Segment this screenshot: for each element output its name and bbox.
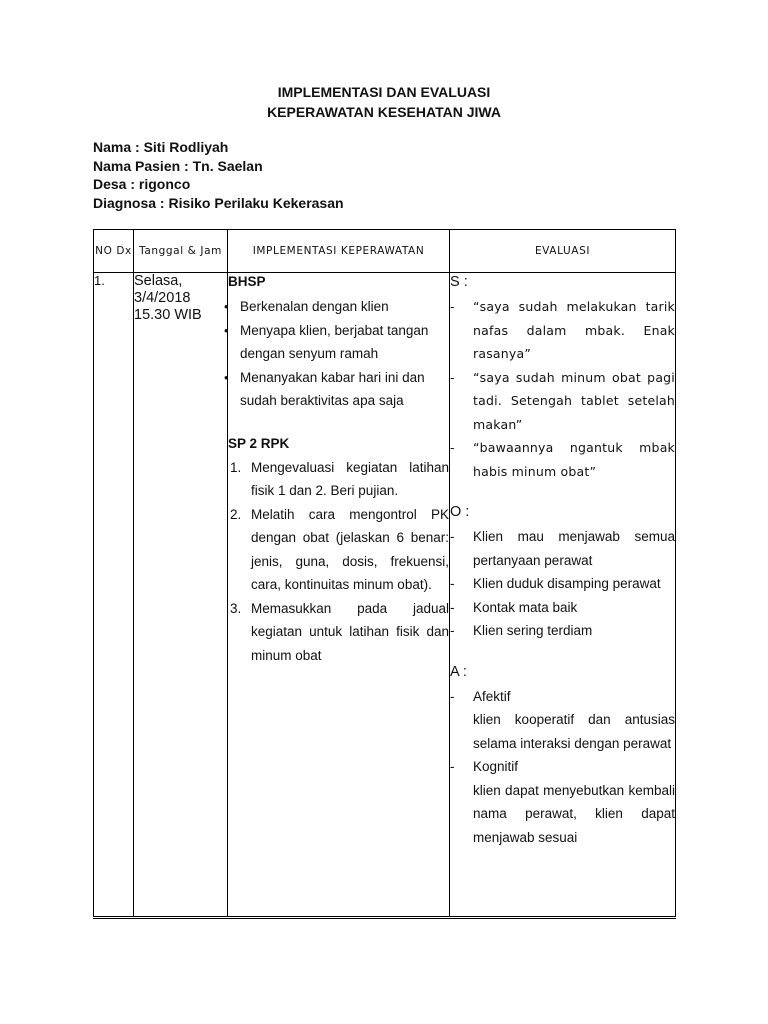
assessment-text: klien kooperatif dan antusias selama interaksi dengan perawat <box>473 712 675 751</box>
list-item: - “saya sudah minum obat pagi tadi. Setengah tablet setelah makan” <box>450 366 675 437</box>
header-no-dx: NO Dx <box>94 230 134 273</box>
patient-info <box>93 138 344 212</box>
subjective-label: S : <box>450 274 468 290</box>
header-implementation: IMPLEMENTASI KEPERAWATAN <box>228 230 450 273</box>
document-subtitle: KEPERAWATAN KESEHATAN JIWA <box>267 104 501 120</box>
evaluation-cell <box>450 273 676 918</box>
list-item: • Berkenalan dengan klien <box>228 295 449 319</box>
implementation-cell <box>228 273 450 918</box>
list-item <box>450 685 675 756</box>
row-date <box>134 273 228 918</box>
sp-list <box>228 456 449 668</box>
date-time: 15.30 WIB <box>134 307 202 323</box>
table-row <box>94 273 676 918</box>
list-item: 3. Memasukkan pada jadual kegiatan untuk latihan fisik dan minum obat <box>230 600 449 663</box>
list-item: - Kontak mata baik <box>450 596 675 620</box>
assessment-label: A : <box>450 663 467 680</box>
sp-heading: SP 2 RPK <box>228 435 290 451</box>
village: Desa : rigonco <box>93 176 191 192</box>
objective-list <box>450 525 675 643</box>
assessment-list <box>450 685 675 850</box>
diagnosis: Diagnosa : Risiko Perilaku Kekerasan <box>93 194 344 211</box>
evaluation-table <box>93 229 676 919</box>
patient-name: Nama Pasien : Tn. Saelan <box>93 157 263 174</box>
list-item: • Menanyakan kabar hari ini dan sudah beraktivitas apa saja <box>228 366 449 413</box>
list-item: - Klien duduk disamping perawat <box>450 572 675 596</box>
bhsp-heading: BHSP <box>228 274 266 289</box>
header-date-time: Tanggal & Jam <box>134 230 228 273</box>
date-date: 3/4/2018 <box>134 290 191 306</box>
list-item: • Menyapa klien, berjabat tangan dengan senyum ramah <box>228 319 449 366</box>
list-item: - “saya sudah melakukan tarik nafas dalam mbak. Enak rasanya” <box>450 295 675 366</box>
nurse-name: Nama : Siti Rodliyah <box>93 139 229 155</box>
list-item: 2. Melatih cara mengontrol PK dengan obat (jelaskan 6 benar: jenis, guna, dosis, frekuensi, cara, kontinuitas minum obat). <box>230 506 449 592</box>
assessment-text: klien dapat menyebutkan kembali nama perawat, klien dapat menjawab sesuai <box>473 782 675 845</box>
list-item: - Klien mau menjawab semua pertanyaan perawat <box>450 525 675 572</box>
list-item <box>450 755 675 849</box>
row-number: 1. <box>94 273 134 918</box>
assessment-head: - Kognitif <box>473 759 519 774</box>
table-header-row <box>94 230 676 273</box>
header-evaluation: EVALUASI <box>450 230 676 273</box>
bhsp-list <box>228 295 449 413</box>
list-item: 1. Mengevaluasi kegiatan latihan fisik 1 dan 2. Beri pujian. <box>230 459 449 498</box>
list-item: - “bawaannya ngantuk mbak habis minum obat” <box>450 436 675 483</box>
assessment-head: - Afektif <box>473 688 511 704</box>
list-item: - Klien sering terdiam <box>450 619 675 643</box>
subjective-list <box>450 295 675 483</box>
date-day: Selasa, <box>134 273 183 289</box>
objective-label: O : <box>450 504 470 520</box>
document-title: IMPLEMENTASI DAN EVALUASI <box>277 84 491 100</box>
